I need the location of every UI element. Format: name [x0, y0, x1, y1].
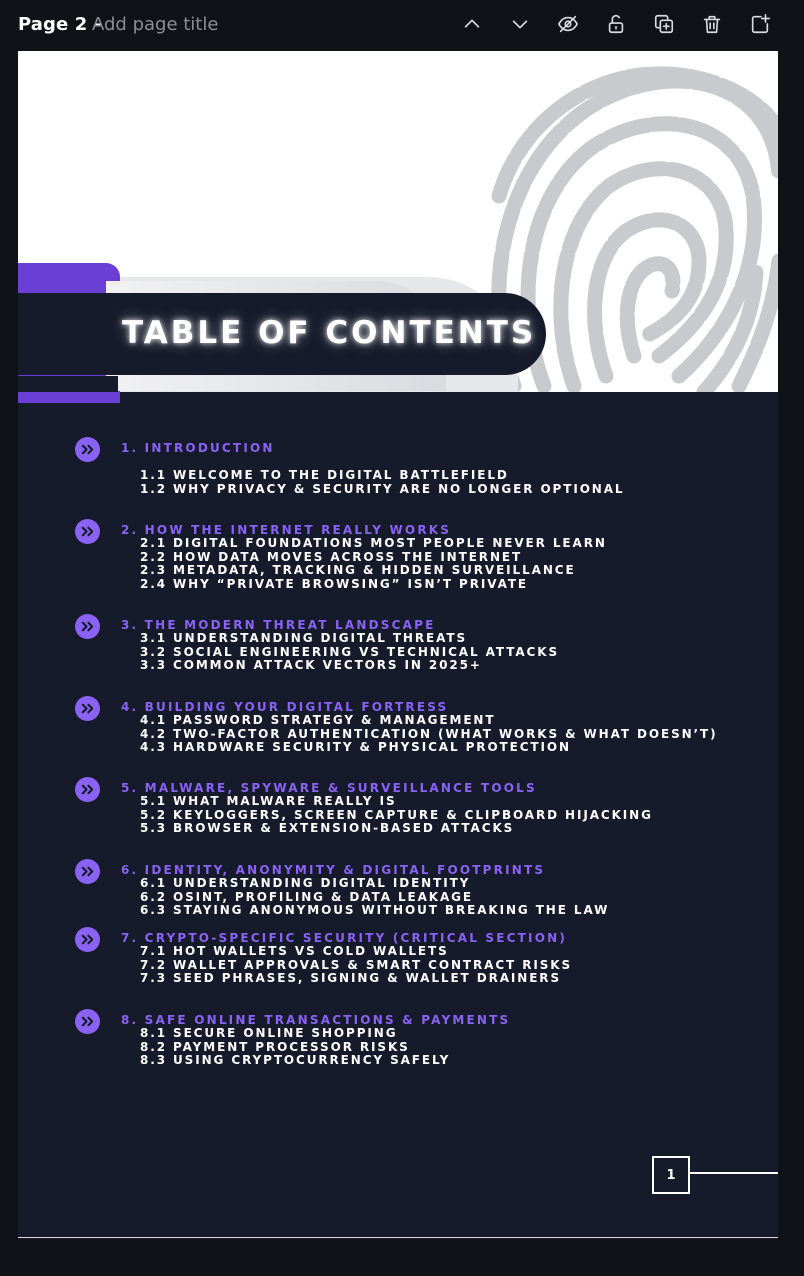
section-subitem: 8.3 USING CRYPTOCURRENCY SAFELY [140, 1053, 451, 1068]
section-subitem: 7.2 WALLET APPROVALS & SMART CONTRACT RISKS [140, 957, 572, 972]
page-number-line [690, 1172, 778, 1174]
section-bullet [75, 1009, 100, 1034]
section-subitem: 5.2 KEYLOGGERS, SCREEN CAPTURE & CLIPBOARD HIJACKING [140, 807, 653, 822]
section-bullet [75, 777, 100, 802]
section-heading: 8. SAFE ONLINE TRANSACTIONS & PAYMENTS [121, 1013, 511, 1027]
section-heading: 4. BUILDING YOUR DIGITAL FORTRESS [121, 700, 449, 714]
section-bullet [75, 927, 100, 952]
section-heading: 5. MALWARE, SPYWARE & SURVEILLANCE TOOLS [121, 781, 537, 795]
section-subitem: 6.2 OSINT, PROFILING & DATA LEAKAGE [140, 889, 474, 904]
section-subitem: 5.3 BROWSER & EXTENSION-BASED ATTACKS [140, 821, 515, 836]
section-subitem: 8.2 PAYMENT PROCESSOR RISKS [140, 1039, 410, 1054]
section-heading: 7. CRYPTO-SPECIFIC SECURITY (CRITICAL SECTION) [121, 931, 568, 945]
section-subitem: 7.1 HOT WALLETS VS COLD WALLETS [140, 944, 449, 958]
section-heading: 3. THE MODERN THREAT LANDSCAPE [121, 618, 436, 632]
section-subitem: 3.1 UNDERSTANDING DIGITAL THREATS [140, 631, 467, 645]
add-page-button[interactable] [748, 12, 772, 36]
section-subitem: 1.1 WELCOME TO THE DIGITAL BATTLEFIELD [140, 468, 509, 482]
section-bullet [75, 614, 100, 639]
section-subitem: 3.2 SOCIAL ENGINEERING VS TECHNICAL ATTACKS [140, 644, 560, 659]
add-page-icon [749, 13, 771, 35]
section-subitem: 4.2 TWO-FACTOR AUTHENTICATION (WHAT WORKS & WHAT DOESN’T) [140, 726, 718, 741]
double-chevron-icon [80, 932, 95, 947]
section-subitem: 8.1 SECURE ONLINE SHOPPING [140, 1026, 398, 1040]
section-bullet [75, 437, 100, 462]
section-subitem: 7.3 SEED PHRASES, SIGNING & WALLET DRAINERS [140, 971, 561, 986]
section-subitem: 5.1 WHAT MALWARE REALLY IS [140, 794, 397, 808]
section-bullet [75, 519, 100, 544]
section-subitem: 4.3 HARDWARE SECURITY & PHYSICAL PROTECTION [140, 740, 571, 755]
section-heading: 2. HOW THE INTERNET REALLY WORKS [121, 523, 452, 537]
section-subitem: 4.1 PASSWORD STRATEGY & MANAGEMENT [140, 713, 496, 727]
slide-title: TABLE OF CONTENTS [122, 315, 537, 351]
lock-icon [605, 13, 627, 35]
double-chevron-icon [80, 619, 95, 634]
section-subitem: 2.4 WHY “PRIVATE BROWSING” ISN’T PRIVATE [140, 576, 529, 591]
double-chevron-icon [80, 701, 95, 716]
section-subitem: 3.3 COMMON ATTACK VECTORS IN 2025+ [140, 658, 482, 673]
section-subitem: 6.3 STAYING ANONYMOUS WITHOUT BREAKING THE LAW [140, 903, 610, 918]
section-subitem: 1.2 WHY PRIVACY & SECURITY ARE NO LONGER OPTIONAL [140, 481, 625, 496]
double-chevron-icon [80, 524, 95, 539]
double-chevron-icon [80, 864, 95, 879]
section-heading: 1. INTRODUCTION [121, 441, 275, 455]
move-page-down-button[interactable] [508, 12, 532, 36]
page-number: 1 [652, 1156, 690, 1194]
double-chevron-icon [80, 782, 95, 797]
double-chevron-icon [80, 1014, 95, 1029]
section-subitem: 2.2 HOW DATA MOVES ACROSS THE INTERNET [140, 549, 523, 564]
chevron-down-icon [509, 13, 531, 35]
section-bullet [75, 696, 100, 721]
section-subitem: 2.3 METADATA, TRACKING & HIDDEN SURVEILLANCE [140, 563, 576, 578]
title-banner-base [18, 376, 118, 392]
move-page-up-button[interactable] [460, 12, 484, 36]
chevron-up-icon [461, 13, 483, 35]
trash-icon [701, 13, 723, 35]
page-header-bar [0, 0, 804, 52]
duplicate-icon [653, 13, 675, 35]
page-title-input[interactable]: Add page title [92, 14, 219, 35]
duplicate-page-button[interactable] [652, 12, 676, 36]
hide-page-button[interactable] [556, 12, 580, 36]
page-bottom-divider [18, 1237, 778, 1238]
section-subitem: 2.1 DIGITAL FOUNDATIONS MOST PEOPLE NEVER LEARN [140, 536, 607, 550]
lock-page-button[interactable] [604, 12, 628, 36]
page-label: Page 2 - [18, 14, 102, 35]
slide-canvas[interactable] [18, 51, 778, 1239]
delete-page-button[interactable] [700, 12, 724, 36]
section-subitem: 6.1 UNDERSTANDING DIGITAL IDENTITY [140, 876, 471, 890]
section-heading: 6. IDENTITY, ANONYMITY & DIGITAL FOOTPRINTS [121, 863, 546, 877]
hide-eye-icon [557, 13, 579, 35]
double-chevron-icon [80, 442, 95, 457]
section-bullet [75, 859, 100, 884]
